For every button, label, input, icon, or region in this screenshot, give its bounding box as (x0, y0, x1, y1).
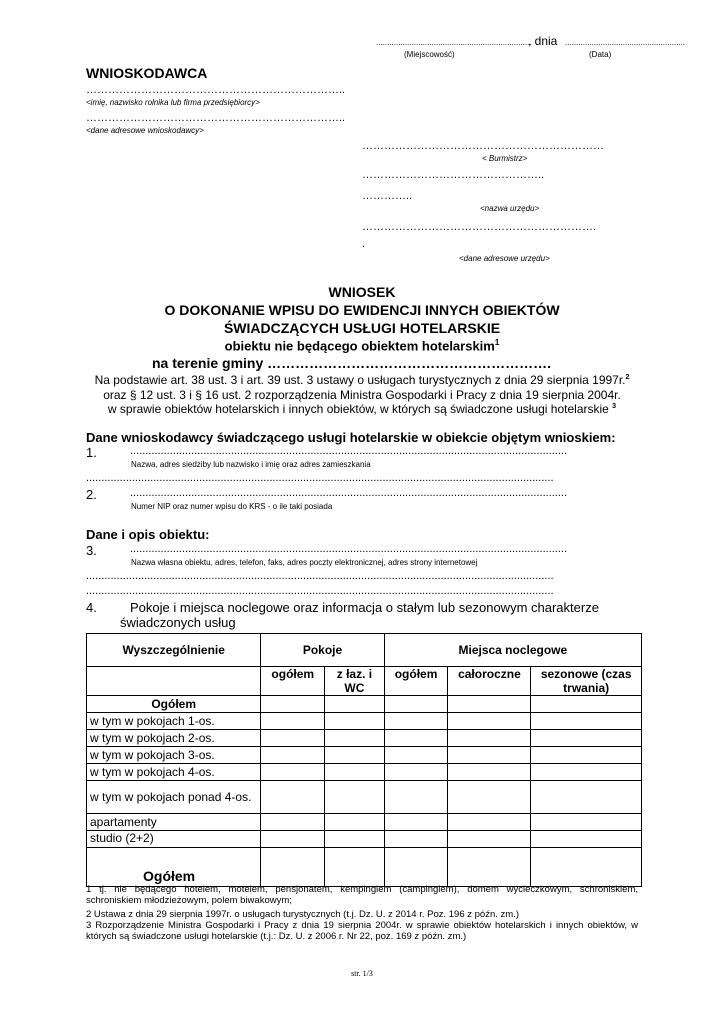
burmistrz-dots[interactable]: ………………………………………………………… (362, 140, 604, 152)
applicant-name-label: <imię, nazwisko rolnika lub firma przedsiębiorcy> (86, 98, 260, 107)
date-prefix: , dnia (528, 34, 558, 48)
table-cell[interactable] (531, 747, 642, 764)
table-cell[interactable] (325, 814, 385, 831)
table-cell[interactable] (384, 713, 448, 730)
footnote-ref-3: 3 (612, 403, 617, 410)
row-total-top-label: Ogółem (87, 696, 261, 713)
header-empty (87, 667, 261, 696)
table-cell[interactable] (261, 831, 325, 848)
footnote-2: 2 Ustawa z dnia 29 sierpnia 1997r. o usługach turystycznych (t.j. Dz. U. z 2014 r. Poz. 196 z późn. zm.) (86, 909, 519, 920)
table-cell[interactable] (325, 764, 385, 781)
table-cell[interactable] (448, 730, 531, 747)
table-cell[interactable] (531, 696, 642, 713)
applicant-heading: WNIOSKODAWCA (86, 65, 208, 81)
office-name-dots[interactable]: ………………………………………….. (362, 169, 545, 181)
table-cell[interactable] (261, 764, 325, 781)
table-cell[interactable] (325, 781, 385, 814)
item4-number: 4. (86, 600, 97, 615)
item3-number: 3. (86, 543, 97, 558)
table-cell[interactable] (448, 713, 531, 730)
table-cell[interactable] (448, 831, 531, 848)
page-number: str. 1/3 (351, 969, 373, 978)
title-wniosek: WNIOSEK (328, 284, 396, 300)
row-label-studio: studio (2+2) (87, 831, 261, 848)
office-name-label: <nazwa urzędu> (480, 204, 540, 213)
table-cell[interactable] (261, 713, 325, 730)
row-label-1os: w tym w pokojach 1-os. (87, 713, 261, 730)
item2-dots[interactable]: ............................................................................................................................................... (130, 487, 568, 499)
header-specification: Wyszczególnienie (87, 634, 261, 667)
table-cell[interactable] (325, 696, 385, 713)
row-label-apartments: apartamenty (87, 814, 261, 831)
applicant-address-dots[interactable]: …………………………………………………………….. (86, 112, 346, 124)
row-total-bottom-label: Ogółem (87, 848, 261, 887)
title-line5: na terenie gminy ……………………………………………………. (152, 355, 552, 371)
table-cell[interactable] (448, 848, 531, 887)
table-cell[interactable] (531, 781, 642, 814)
table-cell[interactable] (448, 696, 531, 713)
office-address-dots[interactable]: ………………………………………………………. (362, 221, 597, 233)
header-beds-yearround: całoroczne (448, 667, 531, 696)
legal-basis-1-text: Na podstawie art. 38 ust. 3 i art. 39 ust. 3 ustawy o usługach turystycznych z dnia 29 sierpnia 1997r. (94, 373, 626, 387)
header-rooms-total: ogółem (261, 667, 325, 696)
table-cell[interactable] (531, 713, 642, 730)
item2-number: 2. (86, 487, 97, 502)
legal-basis-3-text: w sprawie obiektów hotelarskich i innych obiektów, w których są świadczone usługi hotelarskie (107, 402, 609, 416)
table-cell[interactable] (325, 713, 385, 730)
office-name-dots-2[interactable]: ………….. (362, 190, 413, 202)
burmistrz-label: < Burmistrz> (482, 154, 528, 163)
table-cell[interactable] (384, 831, 448, 848)
table-cell[interactable] (531, 730, 642, 747)
item3-extra-dots-2[interactable]: ......................................................................................................................................................... (86, 585, 554, 597)
table-cell[interactable] (448, 781, 531, 814)
item1-label: Nazwa, adres siedziby lub nazwisko i imię oraz adres zamieszkania (131, 460, 371, 469)
title-line4 (0, 338, 724, 353)
office-address-label: <dane adresowe urzędu> (459, 254, 550, 263)
item3-dots[interactable]: ............................................................................................................................................... (130, 543, 568, 555)
title-line3: ŚWIADCZĄCYCH USŁUGI HOTELARSKIE (223, 320, 501, 336)
table-cell[interactable] (384, 814, 448, 831)
date-label: (Data) (589, 50, 612, 59)
item1-dots[interactable]: ............................................................................................................................................... (130, 445, 568, 457)
applicant-address-label: <dane adresowe wnioskodawcy> (86, 126, 204, 135)
item4-text-2: świadczonych usług (120, 615, 236, 630)
table-cell[interactable] (261, 848, 325, 887)
footnote-1: 1 tj. nie będącego hotelem, motelem, pensjonatem, kempingiem (campingiem), domem wycieczkowym, schroniskiem, schroniskiem młodzieżowym, polem biwakowym; (86, 884, 638, 906)
row-label-over-4os: w tym w pokojach ponad 4-os. (87, 781, 261, 814)
table-cell[interactable] (384, 696, 448, 713)
table-cell[interactable] (531, 764, 642, 781)
item1-number: 1. (86, 445, 97, 460)
table-cell[interactable] (448, 764, 531, 781)
table-cell[interactable] (384, 848, 448, 887)
date-dots[interactable]: ...................................................... (565, 38, 686, 47)
table-cell[interactable] (261, 814, 325, 831)
table-cell[interactable] (531, 814, 642, 831)
table-cell[interactable] (325, 831, 385, 848)
table-cell[interactable] (384, 730, 448, 747)
table-cell[interactable] (448, 747, 531, 764)
table-cell[interactable] (261, 696, 325, 713)
legal-basis-2: oraz § 12 ust. 3 i § 16 ust. 2 rozporządzenia Ministra Gospodarki i Pracy z dnia 19 sierpnia 2004r. (103, 388, 621, 402)
applicant-name-dots[interactable]: …………………………………………………………….. (86, 84, 346, 96)
table-cell[interactable] (261, 781, 325, 814)
row-label-4os: w tym w pokojach 4-os. (87, 764, 261, 781)
legal-basis-3 (0, 402, 724, 416)
table-cell[interactable] (261, 730, 325, 747)
item1-extra-dots[interactable]: ......................................................................................................................................................... (86, 472, 554, 484)
item3-label: Nazwa własna obiektu, adres, telefon, faks, adres poczty elektronicznej, adres strony internetowej (131, 558, 478, 567)
footnote-3: 3 Rozporządzenie Ministra Gospodarki i Pracy z dnia 19 sierpnia 2004r. w sprawie obiektów hotelarskich i innych obiektów, w których są świadczone usługi hotelarskie (t.j.: Dz. U. z 2006 r. Nr 22, poz. 169 z późn. zm.) (86, 920, 638, 942)
place-label: (Miejscowość) (404, 50, 455, 59)
header-rooms: Pokoje (261, 634, 384, 667)
footnote-ref-1: 1 (494, 338, 500, 347)
table-cell[interactable] (384, 781, 448, 814)
header-beds-total: ogółem (384, 667, 448, 696)
table-cell[interactable] (448, 814, 531, 831)
footnote-ref-2: 2 (625, 374, 630, 381)
rooms-table (86, 633, 642, 887)
place-dots[interactable]: ...................................................................... (376, 38, 532, 47)
table-cell[interactable] (531, 831, 642, 848)
legal-basis-1 (0, 373, 724, 387)
office-address-dot: . (362, 238, 366, 250)
table-cell[interactable] (531, 848, 642, 887)
table-cell[interactable] (384, 747, 448, 764)
table-cell[interactable] (325, 848, 385, 887)
title-line4-text: obiektu nie będącego obiektem hotelarskim (224, 338, 495, 354)
row-label-3os: w tym w pokojach 3-os. (87, 747, 261, 764)
item3-extra-dots-1[interactable]: ......................................................................................................................................................... (86, 570, 554, 582)
section2-heading: Dane i opis obiektu: (86, 527, 210, 542)
table-cell[interactable] (325, 730, 385, 747)
section1-heading: Dane wnioskodawcy świadczącego usługi hotelarskie w obiekcie objętym wnioskiem: (86, 430, 616, 445)
header-beds-seasonal: sezonowe (czas trwania) (531, 667, 642, 696)
header-rooms-bathroom: z łaz. i WC (325, 667, 385, 696)
row-label-2os: w tym w pokojach 2-os. (87, 730, 261, 747)
header-beds: Miejsca noclegowe (384, 634, 641, 667)
table-cell[interactable] (384, 764, 448, 781)
title-line2: O DOKONANIE WPISU DO EWIDENCJI INNYCH OBIEKTÓW (164, 302, 560, 318)
item2-label: Numer NIP oraz numer wpisu do KRS - o ile taki posiada (131, 502, 333, 511)
table-cell[interactable] (325, 747, 385, 764)
item4-text-1: Pokoje i miejsca noclegowe oraz informacja o stałym lub sezonowym charakterze (130, 600, 599, 615)
table-cell[interactable] (261, 747, 325, 764)
